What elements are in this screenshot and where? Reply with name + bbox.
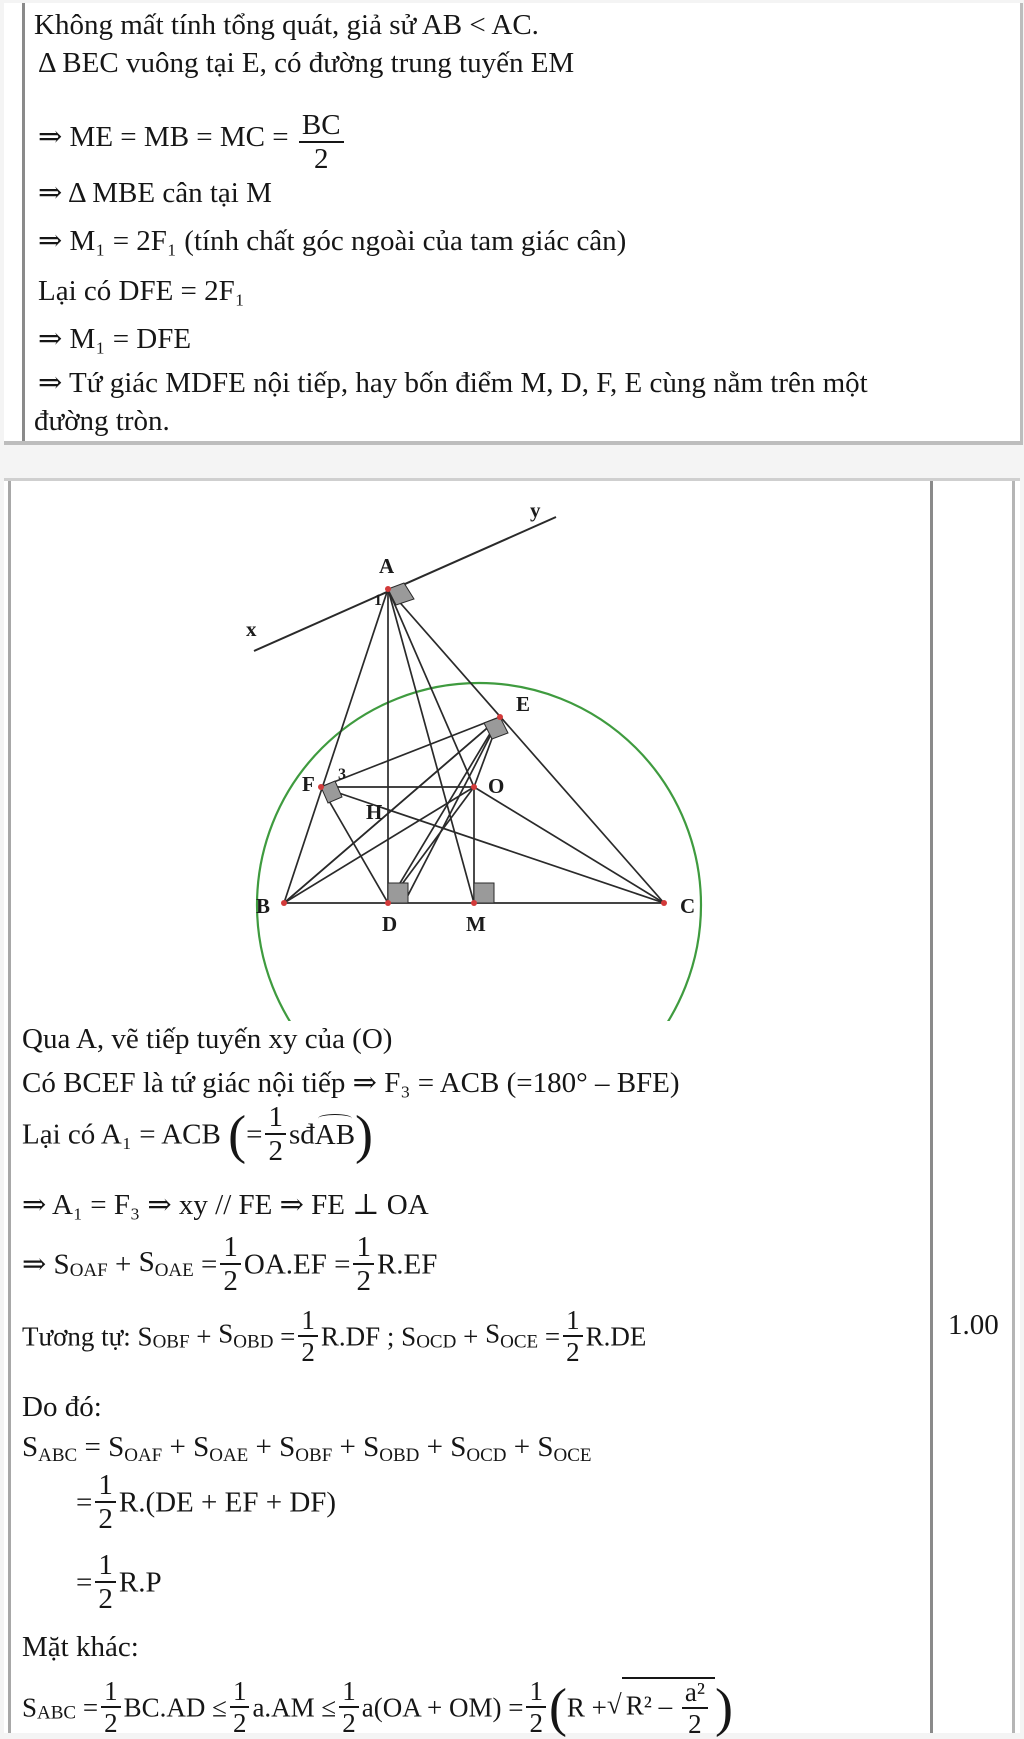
subscript: OCE [500, 1331, 539, 1353]
subscript: OCD [416, 1331, 457, 1353]
table-border-left [22, 3, 25, 441]
subscript: OBF [152, 1331, 190, 1353]
numerator: 1 [230, 1678, 250, 1708]
plus: + [169, 1431, 186, 1463]
label-H: H [366, 800, 383, 824]
subscript: OCD [466, 1445, 507, 1466]
right-angle-marks [321, 583, 508, 903]
paren-close: ) [714, 1677, 733, 1738]
text-line: Có BCEF là tứ giác nội tiếp ⇒ F₃ = ACB (=180° – BFE) [22, 1067, 680, 1099]
score-value: 1.00 [948, 1309, 999, 1341]
paren-open: ( [228, 1104, 247, 1165]
fraction [298, 1307, 318, 1366]
point-M [471, 900, 477, 906]
plus: + [513, 1431, 531, 1463]
numerator: 1 [265, 1103, 286, 1135]
label-E: E [516, 692, 531, 716]
fraction [220, 1233, 241, 1296]
paren-close: ) [355, 1104, 374, 1165]
segment-CO [474, 787, 664, 903]
paren-open: ( [548, 1677, 567, 1738]
denominator: 2 [342, 1708, 356, 1738]
eq-sign: = [280, 1321, 296, 1352]
equation-text: ⇒ ME = MB = MC = [38, 121, 289, 153]
denominator: 2 [529, 1708, 543, 1738]
eq-sign: = [246, 1118, 263, 1151]
denominator: 2 [566, 1337, 580, 1367]
numerator: a² [682, 1679, 708, 1709]
right-angle-M [474, 883, 494, 903]
fraction [299, 111, 344, 174]
segment-AO [388, 589, 474, 787]
text-line [76, 1551, 162, 1625]
subscript: OAF [69, 1260, 108, 1282]
denominator: 2 [104, 1708, 118, 1738]
fraction [95, 1551, 116, 1614]
point-D [385, 900, 391, 906]
point-F [318, 784, 324, 790]
numerator: 1 [563, 1307, 583, 1337]
top-solution-panel [4, 3, 1023, 445]
text-line: Qua A, vẽ tiếp tuyến xy của (O) [22, 1023, 393, 1055]
numerator: 1 [526, 1678, 546, 1708]
segment-DE [388, 717, 500, 903]
numerator: 1 [101, 1678, 121, 1708]
label-y: y [530, 498, 541, 522]
text-line: ⇒ Δ MBE cân tại M [38, 177, 272, 209]
point-A [385, 586, 391, 592]
right-angle-D [388, 883, 408, 903]
text-line [76, 1471, 336, 1545]
denominator: 2 [98, 1583, 113, 1615]
denominator: 2 [98, 1503, 113, 1535]
subscript: OBD [379, 1445, 420, 1466]
plus: + [114, 1248, 132, 1281]
equation-text: S [22, 1692, 38, 1723]
text-line: ⇒ M₁ = DFE [38, 323, 192, 355]
fraction [95, 1471, 116, 1534]
segment-AM [388, 589, 474, 903]
denominator: 2 [688, 1709, 702, 1739]
eq-sign: = [84, 1431, 101, 1463]
subscript: OAF [124, 1445, 163, 1466]
numerator: BC [299, 111, 344, 143]
numerator: 1 [95, 1551, 116, 1583]
fraction [682, 1679, 708, 1738]
label-O: O [488, 774, 505, 798]
eq-sign: = [82, 1692, 99, 1723]
equation-text: S [22, 1431, 39, 1463]
equation-text: a.AM ≤ [252, 1692, 337, 1723]
equation-text: Lại có A₁ = ACB [22, 1118, 221, 1151]
text-line: Do đó: [22, 1391, 102, 1423]
denominator: 2 [301, 1337, 315, 1367]
plus: + [255, 1431, 272, 1463]
text-line-partial: $S_{ABC}$ = $\frac{1}{2}$ BC.AD ≤ $\frac{1}{2}$ a.AM ≤ $\frac{1}{2}$ a(OA + OM) = $\frac{1}{2}$ (R +√ R² – $\frac{\text{a²}}{2}$ ) [22, 1676, 733, 1739]
eq-sign: = [76, 1566, 93, 1599]
eq-sign: = [201, 1248, 218, 1281]
eq-sign: = [544, 1321, 561, 1352]
text-line: ⇒ A₁ = F₃ ⇒ xy // FE ⇒ FE ⊥ OA [22, 1189, 429, 1221]
subscript: ABC [37, 1702, 77, 1724]
numerator: 1 [353, 1233, 374, 1265]
plus: + [196, 1321, 212, 1352]
plus: + [463, 1321, 479, 1352]
angle-label-1: 1 [374, 592, 382, 609]
fraction [230, 1678, 250, 1737]
denominator: 2 [268, 1135, 283, 1167]
text-line: Lại có DFE = 2F₁ [38, 275, 245, 307]
label-B: B [256, 894, 271, 918]
equation-text: R.(DE + EF + DF) [118, 1486, 337, 1519]
numerator: 1 [339, 1678, 359, 1708]
point-E [497, 714, 503, 720]
text-line: đường tròn. [34, 405, 170, 437]
text-line: $S_{ABC} = S_{OAF} + S_{OAE} + S_{OBF} + S_{OBD} + S_{OCD} + S_{OCE}$ [22, 1431, 592, 1466]
subscript: OBD [233, 1331, 274, 1353]
denominator: 2 [223, 1265, 238, 1297]
bottom-solution-panel [4, 478, 1020, 1739]
equation-text: OA.EF = [243, 1248, 351, 1281]
circumcircle [257, 683, 701, 1021]
arc-text: sđ [288, 1118, 315, 1151]
text-line: Δ BEC vuông tại E, có đường trung tuyến EM [38, 47, 575, 79]
text-line [22, 1103, 373, 1173]
plus: + [426, 1431, 443, 1463]
text-line: Mặt khác: [22, 1631, 139, 1663]
label-F: F [302, 772, 315, 796]
text-line: Không mất tính tổng quát, giả sử AB < AC. [34, 9, 539, 41]
subscript: OAE [154, 1260, 194, 1282]
numerator: 1 [95, 1471, 116, 1503]
denominator: 2 [232, 1708, 247, 1738]
segments [284, 589, 664, 903]
numerator: 1 [298, 1307, 318, 1337]
text-line: ⇒ $S_{OAF} + S_{OAE}$ = $\frac{1}{2}$ OA.EF = $\frac{1}{2}$ R.EF [22, 1231, 438, 1297]
equation-text: R.DF ; S [320, 1321, 417, 1352]
arc-AB: AB [314, 1118, 356, 1151]
point-O [471, 784, 477, 790]
angle-label-3: 3 [338, 766, 346, 783]
subscript: ABC [38, 1445, 78, 1466]
label-x: x [246, 617, 257, 641]
equation-text: a(OA + OM) = [361, 1692, 524, 1723]
subscript: OBF [295, 1445, 333, 1466]
denominator: 2 [356, 1265, 371, 1297]
segment-BE2 [284, 717, 500, 903]
subscript: OAE [209, 1445, 249, 1466]
fraction [265, 1103, 286, 1166]
equation-text: R + [566, 1692, 607, 1723]
fraction [101, 1678, 121, 1737]
equation-text: R² [625, 1690, 652, 1721]
fraction [353, 1233, 374, 1296]
segment-FE [321, 717, 500, 787]
equation-text: Tương tự: S [22, 1321, 153, 1352]
fraction [339, 1678, 359, 1737]
equation-text: BC.AD ≤ [123, 1692, 227, 1723]
label-C: C [680, 894, 696, 918]
segment-ED [404, 717, 500, 903]
text-line [38, 111, 347, 174]
equation-text: R.EF [376, 1248, 438, 1281]
denominator: 2 [313, 143, 329, 175]
text-line: ⇒ M₁ = 2F₁ (tính chất góc ngoài của tam giác cân) [38, 225, 627, 257]
text-line: ⇒ Tứ giác MDFE nội tiếp, hay bốn điểm M, D, F, E cùng nằm trên một [38, 367, 868, 399]
equation-text: ⇒ S [22, 1248, 70, 1281]
sqrt: R² – $\frac{\text{a²}}{2}$ [622, 1677, 715, 1738]
label-D: D [382, 912, 398, 936]
numerator: 1 [220, 1233, 241, 1265]
segment-AB [284, 589, 388, 903]
equation-text: R.P [118, 1566, 162, 1599]
point-B [281, 900, 287, 906]
label-A: A [379, 554, 395, 578]
subscript: OCE [553, 1445, 592, 1466]
point-C [661, 900, 667, 906]
equation-text: R.DE [585, 1321, 647, 1352]
label-M: M [466, 912, 486, 936]
eq-sign: = [76, 1486, 93, 1519]
fraction [563, 1307, 583, 1366]
geometry-diagram [4, 481, 1020, 1021]
plus: + [339, 1431, 356, 1463]
text-line: Tương tự: $S_{OBF} + S_{OBD}$ = $\frac{1}{2}$ R.DF ; $S_{OCD} + S_{OCE}$ = $\frac{1}{2}$ R.DE [22, 1305, 647, 1367]
fraction [526, 1678, 546, 1737]
